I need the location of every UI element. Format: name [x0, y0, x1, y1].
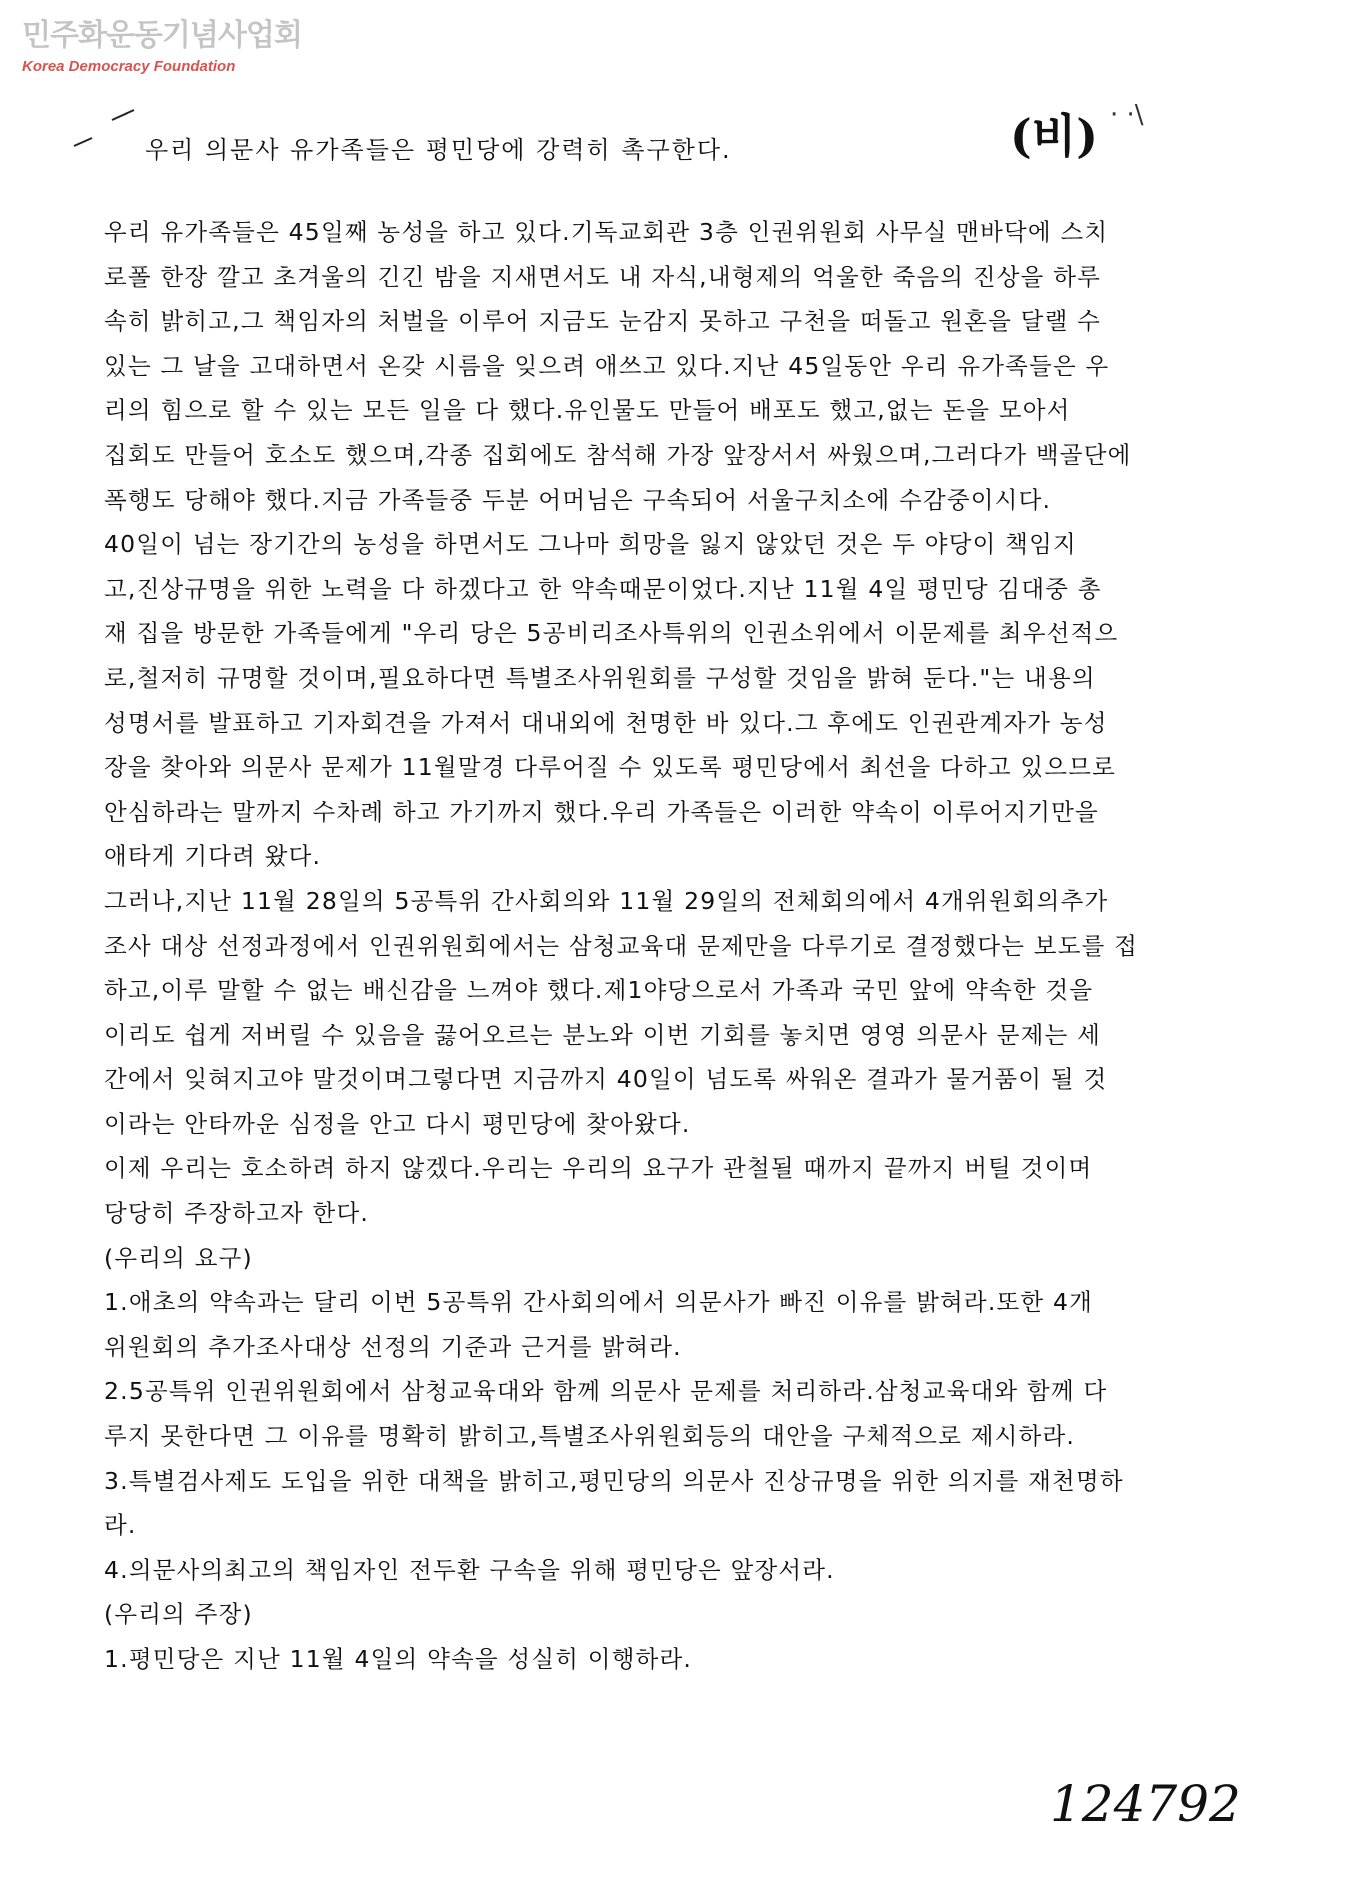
body-line: 안심하라는 말까지 수차례 하고 가기까지 했다.우리 가족들은 이러한 약속이 이루어지기만을	[104, 797, 1099, 826]
body-line: 애타게 기다려 왔다.	[104, 842, 322, 871]
body-line: 이제 우리는 호소하려 하지 않겠다.우리는 우리의 요구가 관철될 때까지 끝까지 버틸 것이며	[104, 1154, 1093, 1183]
body-line: 1.평민당은 지난 11월 4일의 약속을 성실히 이행하라.	[104, 1645, 693, 1673]
body-line: 우리 유가족들은 45일째 농성을 하고 있다.기독교회관 3층 인권위원회 사무실 맨바닥에 스치	[104, 218, 1109, 246]
body-line: 하고,이루 말할 수 없는 배신감을 느껴야 했다.제1야당으로서 가족과 국민 앞에 약속한 것을	[104, 976, 1094, 1005]
body-line: 장을 찾아와 의문사 문제가 11월말경 다루어질 수 있도록 평민당에서 최선을 다하고 있으므로	[104, 753, 1117, 782]
body-line: 리의 힘으로 할 수 있는 모든 일을 다 했다.유인물도 만들어 배포도 했고,없는 돈을 모아서	[104, 396, 1071, 425]
watermark-korean: 민주화운동기념사업회	[22, 18, 302, 53]
body-line: 고,진상규명을 위한 노력을 다 하겠다고 한 약속때문이었다.지난 11월 4일 평민당 김대중 총	[104, 574, 1102, 603]
body-line: 속히 밝히고,그 책임자의 처벌을 이루어 지금도 눈감지 못하고 구천을 떠돌고 원혼을 달랠 수	[104, 307, 1102, 336]
handwritten-classification-mark: (비)	[1010, 109, 1098, 163]
body-line: 4.의문사의최고의 책임자인 전두환 구속을 위해 평민당은 앞장서라.	[104, 1555, 835, 1584]
body-line: 재 집을 방문한 가족들에게 "우리 당은 5공비리조사특위의 인권소위에서 이문제를 최우선적으	[104, 619, 1119, 648]
body-line: 로,철저히 규명할 것이며,필요하다면 특별조사위원회를 구성할 것임을 밝혀 둔다."는 내용의	[104, 663, 1096, 692]
body-line: 간에서 잊혀지고야 말것이며그렇다면 지금까지 40일이 넘도록 싸워온 결과가 물거품이 될 것	[104, 1065, 1108, 1094]
body-line: 이라는 안타까운 심정을 안고 다시 평민당에 찾아왔다.	[104, 1109, 691, 1138]
body-line: 폭행도 당해야 했다.지금 가족들중 두분 어머님은 구속되어 서울구치소에 수감중이시다.	[104, 485, 1052, 514]
body-line: (우리의 주장)	[104, 1600, 253, 1629]
pen-stroke-mark	[72, 108, 142, 148]
body-line: 이리도 쉽게 저버릴 수 있음을 끓어오르는 분노와 이번 기회를 놓치면 영영 의문사 문제는 세	[104, 1020, 1102, 1049]
body-line: 라.	[104, 1511, 137, 1540]
corner-speck-marks: · ·\	[1110, 100, 1144, 130]
body-line: 로폴 한장 깔고 초겨울의 긴긴 밤을 지새면서도 내 자식,내형제의 억울한 죽음의 진상을 하루	[104, 262, 1102, 291]
foundation-watermark	[22, 18, 302, 76]
body-line: 있는 그 날을 고대하면서 온갖 시름을 잊으려 애쓰고 있다.지난 45일동안 우리 유가족들은 우	[104, 351, 1110, 380]
body-line: (우리의 요구)	[104, 1243, 253, 1272]
body-line: 3.특별검사제도 도입을 위한 대책을 밝히고,평민당의 의문사 진상규명을 위한 의지를 재천명하	[104, 1466, 1124, 1495]
watermark-english: Korea Democracy Foundation	[22, 58, 236, 75]
body-line: 집회도 만들어 호소도 했으며,각종 집회에도 참석해 가장 앞장서서 싸웠으며,그러다가 백골단에	[104, 440, 1132, 469]
body-line: 위원회의 추가조사대상 선정의 기준과 근거를 밝혀라.	[104, 1332, 682, 1361]
archive-number: 124792	[1050, 1775, 1241, 1833]
body-line: 루지 못한다면 그 이유를 명확히 밝히고,특별조사위원회등의 대안을 구체적으로 제시하라.	[104, 1422, 1076, 1451]
body-line: 1.애초의 약속과는 달리 이번 5공특위 간사회의에서 의문사가 빠진 이유를 밝혀라.또한 4개	[104, 1288, 1094, 1317]
body-line: 조사 대상 선정과정에서 인권위원회에서는 삼청교육대 문제만을 다루기로 결정했다는 보도를 접	[104, 931, 1139, 960]
body-line: 성명서를 발표하고 기자회견을 가져서 대내외에 천명한 바 있다.그 후에도 인권관계자가 농성	[104, 708, 1108, 737]
body-line: 당당히 주장하고자 한다.	[104, 1199, 370, 1228]
body-line: 2.5공특위 인권위원회에서 삼청교육대와 함께 의문사 문제를 처리하라.삼청교육대와 함께 다	[104, 1377, 1108, 1406]
document-body	[104, 210, 1264, 1682]
document-title: 우리 의문사 유가족들은 평민당에 강력히 촉구한다.	[145, 136, 732, 164]
body-line: 40일이 넘는 장기간의 농성을 하면서도 그나마 희망을 잃지 않았던 것은 두 야당이 책임지	[104, 530, 1077, 559]
body-line: 그러나,지난 11월 28일의 5공특위 간사회의와 11월 29일의 전체회의에서 4개위원회의추가	[104, 886, 1109, 915]
